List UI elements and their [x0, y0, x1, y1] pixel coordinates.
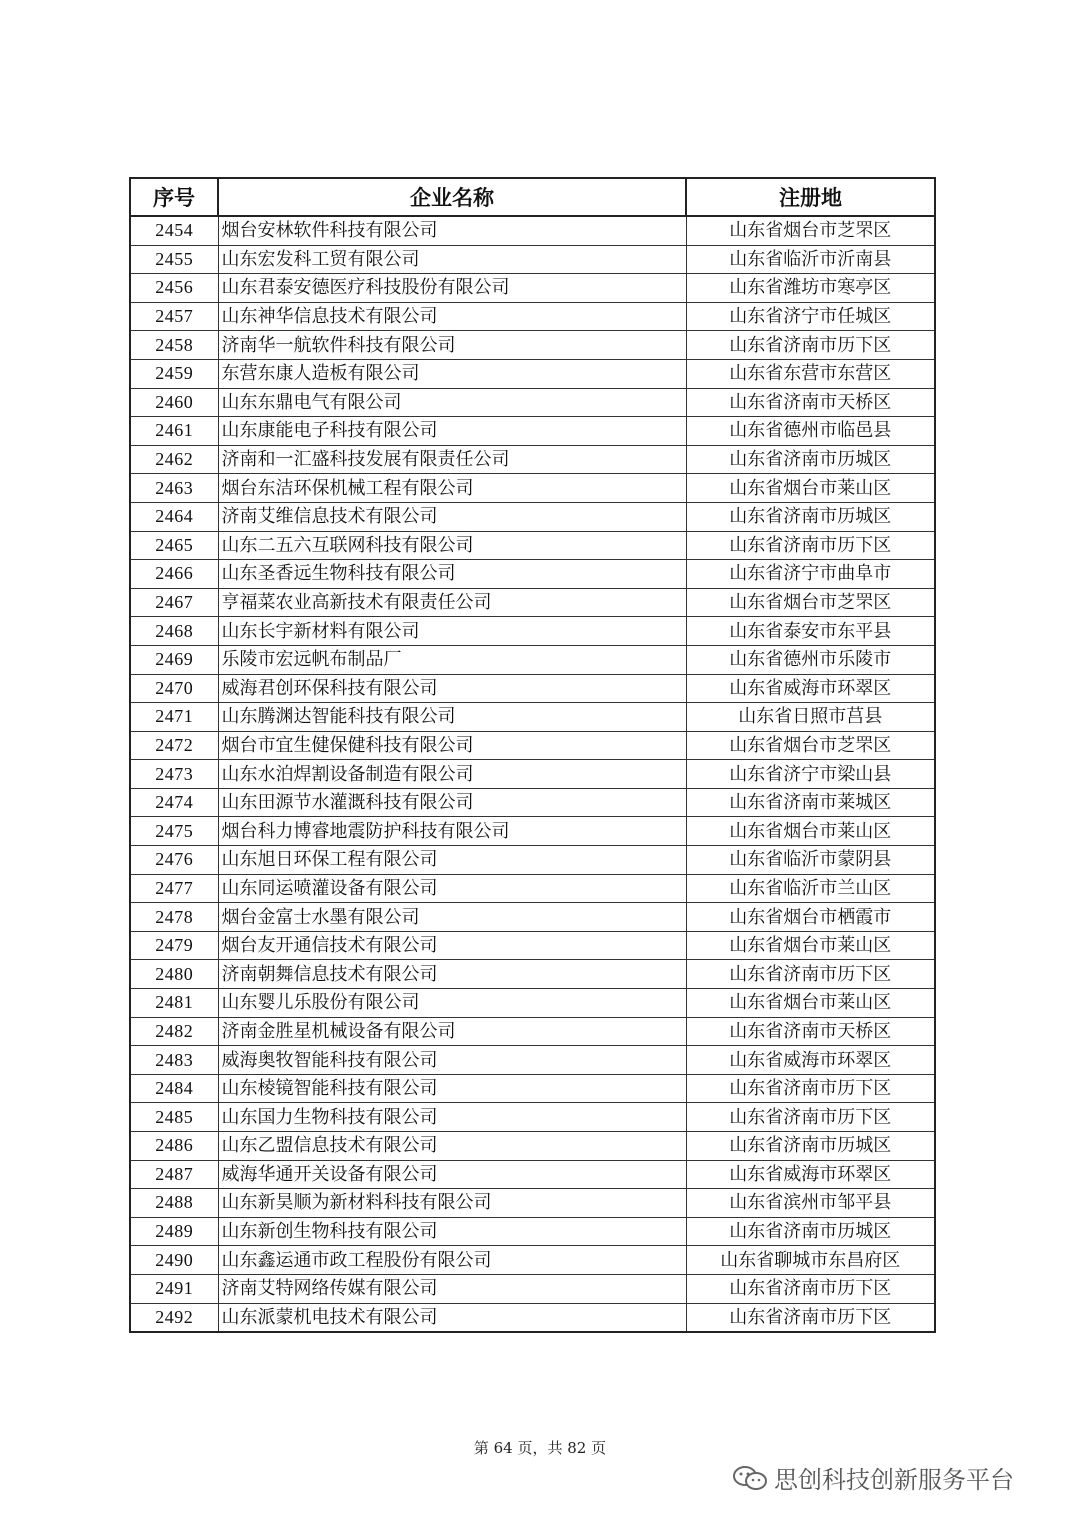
row-seq-cell: 2469 — [130, 645, 218, 674]
table-row — [130, 1132, 935, 1161]
row-registration-place-cell: 山东省济南市历下区 — [686, 531, 935, 560]
table-row — [130, 846, 935, 875]
table-body — [130, 216, 935, 1332]
table-row — [130, 760, 935, 789]
row-company-name-cell: 山东同运喷灌设备有限公司 — [218, 874, 686, 903]
row-company-name-cell: 烟台友开通信技术有限公司 — [218, 931, 686, 960]
row-registration-place-cell: 山东省济宁市曲阜市 — [686, 560, 935, 589]
row-registration-place-cell: 山东省烟台市莱山区 — [686, 989, 935, 1018]
row-registration-place-cell: 山东省济南市历下区 — [686, 331, 935, 360]
row-company-name-cell: 山东棱镜智能科技有限公司 — [218, 1074, 686, 1103]
table-row — [130, 1017, 935, 1046]
table-row — [130, 474, 935, 503]
row-registration-place-cell: 山东省德州市乐陵市 — [686, 645, 935, 674]
row-seq-cell: 2457 — [130, 302, 218, 331]
watermark-text: 思创科技创新服务平台 — [774, 1466, 1014, 1494]
row-registration-place-cell: 山东省济南市历城区 — [686, 1132, 935, 1161]
row-seq-cell: 2486 — [130, 1132, 218, 1161]
row-registration-place-cell: 山东省临沂市沂南县 — [686, 245, 935, 274]
row-company-name-cell: 亨福菜农业高新技术有限责任公司 — [218, 588, 686, 617]
row-registration-place-cell: 山东省泰安市东平县 — [686, 617, 935, 646]
row-registration-place-cell: 山东省临沂市蒙阴县 — [686, 846, 935, 875]
row-seq-cell: 2492 — [130, 1303, 218, 1332]
row-registration-place-cell: 山东省济南市天桥区 — [686, 1017, 935, 1046]
row-seq-cell: 2478 — [130, 903, 218, 932]
row-registration-place-cell: 山东省日照市莒县 — [686, 703, 935, 732]
table-row — [130, 388, 935, 417]
row-registration-place-cell: 山东省德州市临邑县 — [686, 417, 935, 446]
row-seq-cell: 2477 — [130, 874, 218, 903]
row-registration-place-cell: 山东省烟台市莱山区 — [686, 474, 935, 503]
row-registration-place-cell: 山东省东营市东营区 — [686, 359, 935, 388]
row-registration-place-cell: 山东省烟台市莱山区 — [686, 931, 935, 960]
row-seq-cell: 2462 — [130, 445, 218, 474]
row-seq-cell: 2454 — [130, 216, 218, 245]
row-company-name-cell: 山东旭日环保工程有限公司 — [218, 846, 686, 875]
table-row — [130, 788, 935, 817]
table-row — [130, 531, 935, 560]
row-registration-place-cell: 山东省济南市历下区 — [686, 1303, 935, 1332]
table-row — [130, 1046, 935, 1075]
row-seq-cell: 2471 — [130, 703, 218, 732]
row-registration-place-cell: 山东省济南市历下区 — [686, 1103, 935, 1132]
row-registration-place-cell: 山东省济南市历城区 — [686, 1217, 935, 1246]
row-company-name-cell: 山东君泰安德医疗科技股份有限公司 — [218, 274, 686, 303]
row-company-name-cell: 山东神华信息技术有限公司 — [218, 302, 686, 331]
row-company-name-cell: 山东婴儿乐股份有限公司 — [218, 989, 686, 1018]
row-registration-place-cell: 山东省济南市历下区 — [686, 1274, 935, 1303]
table-header-row — [130, 178, 935, 216]
row-seq-cell: 2464 — [130, 502, 218, 531]
enterprise-table-container — [129, 177, 934, 1333]
page-number: 第 64 页，共 82 页 — [473, 1439, 607, 1457]
row-registration-place-cell: 山东省济南市历城区 — [686, 502, 935, 531]
wechat-icon — [730, 1464, 770, 1492]
row-company-name-cell: 山东新创生物科技有限公司 — [218, 1217, 686, 1246]
table-row — [130, 874, 935, 903]
table-row — [130, 274, 935, 303]
row-company-name-cell: 济南艾特网络传媒有限公司 — [218, 1274, 686, 1303]
table-row — [130, 1217, 935, 1246]
row-company-name-cell: 山东乙盟信息技术有限公司 — [218, 1132, 686, 1161]
row-seq-cell: 2484 — [130, 1074, 218, 1103]
row-seq-cell: 2480 — [130, 960, 218, 989]
row-company-name-cell: 烟台安林软件科技有限公司 — [218, 216, 686, 245]
row-seq-cell: 2491 — [130, 1274, 218, 1303]
row-seq-cell: 2479 — [130, 931, 218, 960]
table-row — [130, 674, 935, 703]
row-registration-place-cell: 山东省潍坊市寒亭区 — [686, 274, 935, 303]
table-row — [130, 302, 935, 331]
row-company-name-cell: 山东东鼎电气有限公司 — [218, 388, 686, 417]
table-row — [130, 1189, 935, 1218]
enterprise-table — [129, 177, 936, 1333]
row-company-name-cell: 山东宏发科工贸有限公司 — [218, 245, 686, 274]
row-seq-cell: 2485 — [130, 1103, 218, 1132]
row-company-name-cell: 济南和一汇盛科技发展有限责任公司 — [218, 445, 686, 474]
row-registration-place-cell: 山东省济南市历城区 — [686, 445, 935, 474]
row-seq-cell: 2456 — [130, 274, 218, 303]
row-company-name-cell: 山东田源节水灌溉科技有限公司 — [218, 788, 686, 817]
table-row — [130, 1246, 935, 1275]
table-row — [130, 588, 935, 617]
row-company-name-cell: 山东二五六互联网科技有限公司 — [218, 531, 686, 560]
row-company-name-cell: 烟台科力博睿地震防护科技有限公司 — [218, 817, 686, 846]
row-seq-cell: 2466 — [130, 560, 218, 589]
row-registration-place-cell: 山东省烟台市栖霞市 — [686, 903, 935, 932]
row-seq-cell: 2459 — [130, 359, 218, 388]
row-registration-place-cell: 山东省烟台市芝罘区 — [686, 731, 935, 760]
table-row — [130, 359, 935, 388]
row-company-name-cell: 东营东康人造板有限公司 — [218, 359, 686, 388]
header-seq: 序号 — [130, 178, 218, 216]
row-seq-cell: 2461 — [130, 417, 218, 446]
table-row — [130, 1103, 935, 1132]
row-seq-cell: 2481 — [130, 989, 218, 1018]
row-seq-cell: 2490 — [130, 1246, 218, 1275]
table-row — [130, 1074, 935, 1103]
row-company-name-cell: 山东水泊焊割设备制造有限公司 — [218, 760, 686, 789]
row-company-name-cell: 山东国力生物科技有限公司 — [218, 1103, 686, 1132]
row-registration-place-cell: 山东省威海市环翠区 — [686, 1046, 935, 1075]
row-seq-cell: 2468 — [130, 617, 218, 646]
row-registration-place-cell: 山东省济南市天桥区 — [686, 388, 935, 417]
row-registration-place-cell: 山东省临沂市兰山区 — [686, 874, 935, 903]
table-row — [130, 645, 935, 674]
row-seq-cell: 2472 — [130, 731, 218, 760]
row-seq-cell: 2455 — [130, 245, 218, 274]
watermark — [730, 1460, 1014, 1495]
table-row — [130, 1160, 935, 1189]
row-company-name-cell: 烟台金富士水墨有限公司 — [218, 903, 686, 932]
row-seq-cell: 2458 — [130, 331, 218, 360]
row-seq-cell: 2483 — [130, 1046, 218, 1075]
table-row — [130, 1303, 935, 1332]
table-row — [130, 903, 935, 932]
row-registration-place-cell: 山东省济宁市任城区 — [686, 302, 935, 331]
row-seq-cell: 2463 — [130, 474, 218, 503]
row-registration-place-cell: 山东省威海市环翠区 — [686, 1160, 935, 1189]
row-company-name-cell: 威海奥牧智能科技有限公司 — [218, 1046, 686, 1075]
row-company-name-cell: 威海君创环保科技有限公司 — [218, 674, 686, 703]
table-row — [130, 617, 935, 646]
table-row — [130, 703, 935, 732]
row-company-name-cell: 济南金胜星机械设备有限公司 — [218, 1017, 686, 1046]
row-company-name-cell: 山东圣香远生物科技有限公司 — [218, 560, 686, 589]
row-company-name-cell: 山东康能电子科技有限公司 — [218, 417, 686, 446]
row-registration-place-cell: 山东省烟台市莱山区 — [686, 817, 935, 846]
table-row — [130, 216, 935, 245]
row-seq-cell: 2482 — [130, 1017, 218, 1046]
header-company-name: 企业名称 — [218, 178, 686, 216]
row-company-name-cell: 山东新昊顺为新材料科技有限公司 — [218, 1189, 686, 1218]
row-seq-cell: 2465 — [130, 531, 218, 560]
table-row — [130, 417, 935, 446]
row-registration-place-cell: 山东省烟台市芝罘区 — [686, 588, 935, 617]
table-row — [130, 931, 935, 960]
row-seq-cell: 2470 — [130, 674, 218, 703]
row-company-name-cell: 山东腾渊达智能科技有限公司 — [218, 703, 686, 732]
row-company-name-cell: 山东鑫运通市政工程股份有限公司 — [218, 1246, 686, 1275]
row-registration-place-cell: 山东省聊城市东昌府区 — [686, 1246, 935, 1275]
row-seq-cell: 2467 — [130, 588, 218, 617]
row-registration-place-cell: 山东省威海市环翠区 — [686, 674, 935, 703]
row-registration-place-cell: 山东省济南市莱城区 — [686, 788, 935, 817]
table-row — [130, 989, 935, 1018]
row-seq-cell: 2488 — [130, 1189, 218, 1218]
row-registration-place-cell: 山东省济南市历下区 — [686, 960, 935, 989]
table-row — [130, 502, 935, 531]
row-company-name-cell: 乐陵市宏远帆布制品厂 — [218, 645, 686, 674]
row-seq-cell: 2474 — [130, 788, 218, 817]
row-company-name-cell: 济南朝舞信息技术有限公司 — [218, 960, 686, 989]
row-seq-cell: 2487 — [130, 1160, 218, 1189]
header-registration-place: 注册地 — [686, 178, 935, 216]
table-row — [130, 245, 935, 274]
table-row — [130, 1274, 935, 1303]
row-seq-cell: 2473 — [130, 760, 218, 789]
table-row — [130, 445, 935, 474]
row-registration-place-cell: 山东省济南市历下区 — [686, 1074, 935, 1103]
table-row — [130, 731, 935, 760]
table-row — [130, 331, 935, 360]
row-seq-cell: 2460 — [130, 388, 218, 417]
row-registration-place-cell: 山东省济宁市梁山县 — [686, 760, 935, 789]
row-company-name-cell: 威海华通开关设备有限公司 — [218, 1160, 686, 1189]
row-seq-cell: 2475 — [130, 817, 218, 846]
row-company-name-cell: 济南艾维信息技术有限公司 — [218, 502, 686, 531]
row-company-name-cell: 山东长宇新材料有限公司 — [218, 617, 686, 646]
row-company-name-cell: 济南华一航软件科技有限公司 — [218, 331, 686, 360]
row-registration-place-cell: 山东省烟台市芝罘区 — [686, 216, 935, 245]
row-seq-cell: 2476 — [130, 846, 218, 875]
row-company-name-cell: 山东派蒙机电技术有限公司 — [218, 1303, 686, 1332]
row-company-name-cell: 烟台东洁环保机械工程有限公司 — [218, 474, 686, 503]
table-row — [130, 560, 935, 589]
table-row — [130, 960, 935, 989]
table-row — [130, 817, 935, 846]
row-company-name-cell: 烟台市宜生健保健科技有限公司 — [218, 731, 686, 760]
row-seq-cell: 2489 — [130, 1217, 218, 1246]
row-registration-place-cell: 山东省滨州市邹平县 — [686, 1189, 935, 1218]
